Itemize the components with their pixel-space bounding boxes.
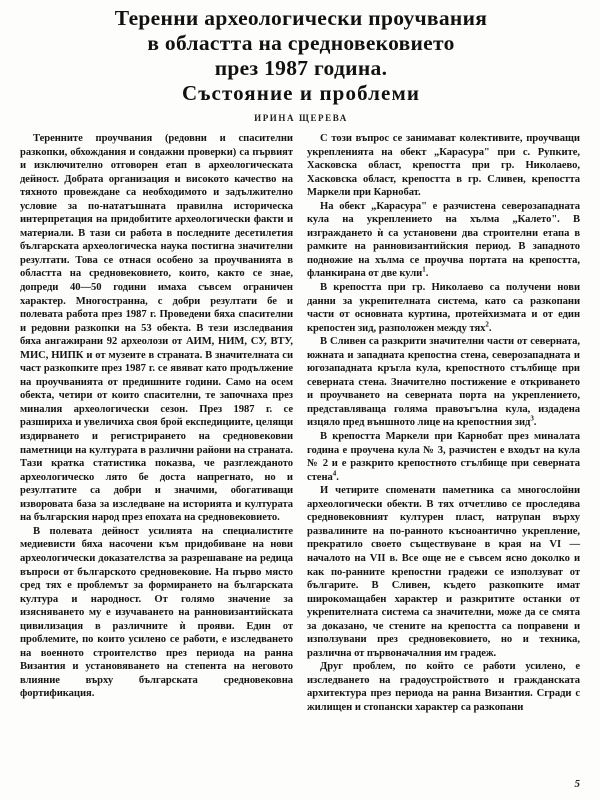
paragraph-text: В Сливен са разкрити значителни части от северната, южната и западната крепостна стена, северозападната и югозападната кръгла кула, крепостното стълбище при северната стена. Значително постижение е откриването и проучването на северната порта на укреплението, представляваща голяма правоъгълна кула, издадена изцяло пред външното лице на крепостния зид: [307, 336, 580, 429]
paragraph: Друг проблем, по който се работи усилено, е изследването на градоустройството и гражданската архитектура през периода на ранна Византия. Сгради с жилищен и стопански характер са разкопани: [307, 661, 580, 713]
left-column: [20, 132, 293, 701]
title-block: [20, 4, 582, 123]
page-number: 5: [574, 778, 580, 790]
paragraph-text: В крепостта при гр. Николаево са получени нови данни за укрепителната система, като са разкопани части от основната куртина, протейхизмата и от един крепостен зид, разположен между тях: [307, 282, 580, 334]
footnote-marker: 2: [485, 320, 489, 329]
footnote-marker: 4: [332, 469, 337, 478]
paragraph: С този въпрос се занимават колективите, проучващи укрепленията на обект „Карасура" при с. Рупките, Хасковска област, крепостта при гр. Николаево, Хасковска област, крепостта в гр. Сливен, крепостта Маркели при Карнобат.: [307, 133, 580, 199]
paragraph: На обект „Карасура" е разчистена северозападната кула на укреплението на хълма „Калето". В изграждането ѝ са установени два строителни етапа в рамките на ранновизантийския период. В западното подножие на хълма се проучва портата на крепостта, фланкирана от две кули$^1$.: [307, 200, 580, 280]
paragraph-text: На обект „Карасура" е разчистена северозападната кула на укреплението на хълма „Калето". В изграждането ѝ са установени два строителни етапа в рамките на ранновизантийския период. В западното подножие на хълма се проучва портата на крепостта, фланкирана от две кули: [307, 200, 580, 280]
paragraph: И четирите споменати паметника са многослойни археологически обекти. В тях отчетливо се проследява средновековният културен пласт, натрупан върху развалините на по-ранното къснoантично укрепление, прекратило своето съществуване в края на VI — началото на VII в. Все още не е съвсем ясно доколко и как по-ранните крепостни градежи се използуват от българите. В Сливен, където разкопките имат широкомащабен характер и разкритите останки от укрепителната система са значителни, може да се смята за доказано, че стените на крепостта са поправени и използувани през средновековието, но и техника, различна от първоначалния им градеж.: [307, 485, 580, 659]
footnote-marker: 1: [422, 265, 426, 274]
right-column: [307, 132, 580, 715]
paragraph: В Сливен са разкрити значителни части от северната, южната и западната крепостна стена, северозападната и югозападната кръгла кула, крепостното стълбище при северната стена. Значително постижение е откриването и проучването на северната порта на укреплението, представляваща голяма правоъгълна кула, издадена изцяло пред външното лице на крепостния зид$^3$.: [307, 336, 580, 429]
paragraph: В крепостта Маркели при Карнобат през миналата година е проучена кула № 3, разчистен е входът на кула № 2 и е разкрито крепостното стълбище при северната стена$^4$.: [307, 431, 580, 483]
paragraph-text: В крепостта Маркели при Карнобат през миналата година е проучена кула № 3, разчистен е входът на кула № 2 и е разкрито крепостното стълбище при северната стена: [307, 431, 580, 483]
paragraph: Теренните проучвания (редовни и спасителни разкопки, обхождания и сондажни проверки) са първият и изключително отговорен етап в археологическата дейност. Добрата организация и високото качество на тяхното провеждане са необходимото и задължително условие за по-нататъшната правилна историческа интерпретация на придобитите археологически факти и материали. В тази си работа в последните десетилетия българската археологическа наука постигна значителни резултати. Това се отнася особено за проучванията в областта на средновековието, които, както се знае, допреди 40—50 години имаха съвсем ограничен характер. Многостранна, с добри резултати бе и полевата работа през 1987 г. Проведени бяха спасителни и редовни разкопки на 53 обекта. В тези изследвания бяха ангажирани 92 археолози от АИМ, НИМ, СУ, ВТУ, МИС, НИПК и от музеите в страната. В значителната си част разкопките през 1987 г. се явяват като продължение на проучванията от предишните години. Само на осем обекта, четири от които спасителни, те започнаха през миналия археологически сезон. През 1987 г. се разшириха и увеличиха своя брой експедициите, целящи издирването и регистрирането на средновековни паметници на културата в различни райони на страната. Тази кратка статистика показва, че разглежданото археологическо лято бе доста напрегнато, но и резултатите са добри и значими, обогативащи изворовата база за изследване на историята и културата на българския народ през епохата на средновековието.: [20, 133, 293, 524]
paragraph: В крепостта при гр. Николаево са получени нови данни за укрепителната система, като са разкопани части от основната куртина, протейхизмата и от един крепостен зид, разположен между тях$^2$.: [307, 282, 580, 334]
footnote-marker: 3: [530, 414, 534, 423]
author-byline: ИРИНА ЩЕРЕВА: [254, 113, 348, 123]
page-title-line-1: Теренни археологически проучвания: [114, 6, 488, 30]
two-column-body: [20, 132, 582, 715]
page-title-line-3: през 1987 година.: [214, 56, 388, 80]
page-title-line-2: в областта на средновековието: [147, 31, 455, 55]
page-title-line-4: Състояние и проблеми: [181, 81, 421, 105]
paragraph: В полевата дейност усилията на специалистите медиевисти бяха насочени към придобиване на нови археологически доказателства за разрешаване на редица въпроси от българското средновековие. На първо място сред тях е проблемът за формирането на българската култура и народност. От голямо значение за изясняването му е изучаването на ранновизантийската цивилизация в различните ѝ прояви. Един от проблемите, по които усилено се работи, е изследването на военното строителство през периода на ранна Византия и установяването на степента на неговото влияние върху българската средновековна фортификация.: [20, 525, 293, 700]
